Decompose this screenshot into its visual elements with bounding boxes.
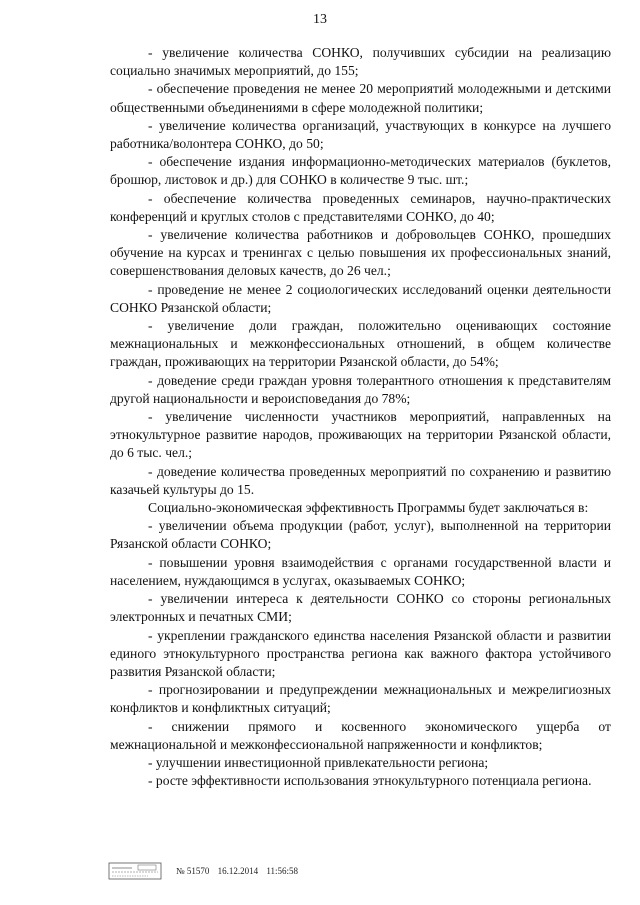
document-body [110, 44, 611, 790]
document-time: 11:56:58 [266, 866, 299, 876]
paragraph: - повышении уровня взаимодействия с органами государственной власти и населением, нуждающимся в услугах, оказываемых СОНКО; [110, 554, 611, 588]
document-reference [176, 865, 298, 877]
paragraph: - росте эффективности использования этнокультурного потенциала региона. [148, 773, 592, 789]
paragraph: - доведение количества проведенных мероприятий по сохранению и развитию казачьей культуры до 15. [110, 463, 611, 497]
paragraph: Социально-экономическая эффективность Программы будет заключаться в: [148, 500, 589, 516]
paragraph: - увеличение доли граждан, положительно оценивающих состояние межнациональных и межконфессиональных отношений, в общем количестве граждан, проживающих на территории Рязанской области, до 54%; [110, 318, 611, 370]
paragraph: - укреплении гражданского единства населения Рязанской области и развитии единого этнокультурного пространства региона как важного фактора устойчивого развития Рязанской области; [110, 627, 611, 679]
document-number: № 51570 [176, 866, 210, 876]
registration-stamp-icon [108, 861, 162, 881]
paragraph: - снижении прямого и косвенного экономического ущерба от межнациональной и межконфессиональной напряженности и конфликтов; [110, 718, 611, 752]
paragraph: - увеличение количества СОНКО, получивших субсидии на реализацию социально значимых мероприятий, до 155; [110, 45, 611, 79]
document-date: 16.12.2014 [217, 866, 259, 876]
paragraph: - обеспечение количества проведенных семинаров, научно-практических конференций и круглых столов с представителями СОНКО, до 40; [110, 190, 611, 224]
paragraph: - улучшении инвестиционной привлекательности региона; [148, 754, 489, 770]
document-footer [108, 860, 298, 882]
paragraph: - увеличении объема продукции (работ, услуг), выполненной на территории Рязанской области СОНКО; [110, 518, 611, 552]
paragraph: - увеличение численности участников мероприятий, направленных на этнокультурное развитие народов, проживающих на территории Рязанской области, до 6 тыс. чел.; [110, 409, 611, 461]
paragraph: - прогнозировании и предупреждении межнациональных и межрелигиозных конфликтов и конфликтных ситуаций; [110, 682, 611, 716]
paragraph: - увеличение количества работников и добровольцев СОНКО, прошедших обучение на курсах и тренингах с целью повышения их профессиональных знаний, совершенствования деловых качеств, до 26 чел.; [110, 227, 611, 279]
paragraph: - обеспечение проведения не менее 20 мероприятий молодежными и детскими общественными объединениями в сфере молодежной политики; [110, 81, 611, 115]
paragraph: - проведение не менее 2 социологических исследований оценки деятельности СОНКО Рязанской области; [110, 281, 611, 315]
paragraph: - увеличении интереса к деятельности СОНКО со стороны региональных электронных и печатных СМИ; [110, 591, 611, 625]
paragraph: - увеличение количества организаций, участвующих в конкурсе на лучшего работника/волонтера СОНКО, до 50; [110, 117, 611, 152]
paragraph: - обеспечение издания информационно-методических материалов (буклетов, брошюр, листовок и др.) для СОНКО в количестве 9 тыс. шт.; [110, 154, 611, 188]
page-number: 13 [313, 12, 327, 27]
paragraph: - доведение среди граждан уровня толерантного отношения к представителям другой национальности и вероисповедания до 78%; [110, 372, 611, 406]
